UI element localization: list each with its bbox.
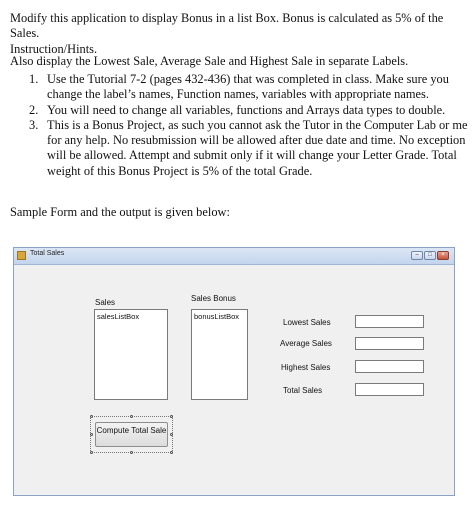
- hint-text: You will need to change all variables, functions and Arrays data types to double.: [47, 102, 446, 117]
- total-sales-label: Total Sales: [283, 386, 323, 395]
- average-sales-output: [355, 337, 424, 350]
- compute-total-sale-button[interactable]: Compute Total Sale: [95, 422, 168, 447]
- minimize-icon[interactable]: –: [411, 251, 423, 260]
- resize-handle[interactable]: [170, 451, 173, 454]
- app-icon: [17, 251, 26, 260]
- instructions-heading: Instruction/Hints.: [10, 42, 98, 56]
- average-sales-label: Average Sales: [280, 339, 332, 348]
- resize-handle[interactable]: [130, 415, 133, 418]
- hint-number: 3.: [29, 117, 39, 132]
- bonus-listbox-text: bonusListBox: [194, 312, 240, 321]
- hint-item: [29, 72, 469, 103]
- resize-handle[interactable]: [170, 415, 173, 418]
- highest-sales-output: [355, 360, 424, 373]
- intro-paragraph: [10, 0, 470, 81]
- hints-list: [29, 72, 469, 179]
- resize-handle[interactable]: [90, 433, 93, 436]
- sales-label: Sales: [95, 298, 116, 307]
- hint-item: [29, 118, 469, 179]
- intro-line-2: Also display the Lowest Sale, Average Sale and Highest Sale in separate Labels.: [10, 53, 409, 68]
- resize-handle[interactable]: [170, 433, 173, 436]
- resize-handle[interactable]: [130, 451, 133, 454]
- hint-number: 1.: [29, 72, 39, 86]
- close-icon[interactable]: ×: [437, 251, 449, 260]
- sales-listbox[interactable]: [94, 309, 168, 400]
- intro-line-1: Modify this application to display Bonus in a list Box. Bonus is calculated as 5% of the Sales.: [10, 11, 444, 41]
- form-title: Total Sales: [30, 250, 65, 257]
- bonus-listbox[interactable]: [191, 309, 248, 400]
- form-titlebar[interactable]: [14, 248, 454, 265]
- total-sales-form: [13, 247, 455, 496]
- hint-item: [29, 103, 469, 118]
- resize-handle[interactable]: [90, 451, 93, 454]
- hint-text: This is a Bonus Project, as such you cannot ask the Tutor in the Computer Lab or me for any help. No resubmission will be allowed after due date and time. No exception will be allowed. Attempt and submit only if it will change your Letter Grade. Total weight of this Bonus Project is 5% of the total Grade.: [47, 117, 468, 178]
- resize-handle[interactable]: [90, 415, 93, 418]
- hint-number: 2.: [29, 102, 39, 117]
- hint-text: Use the Tutorial 7-2 (pages 432-436) that was completed in class. Make sure you change the label’s names, Function names, variables with appropriate names.: [47, 72, 449, 102]
- highest-sales-label: Highest Sales: [281, 363, 331, 372]
- sales-bonus-label: Sales Bonus: [191, 294, 236, 303]
- lowest-sales-label: Lowest Sales: [283, 318, 331, 327]
- total-sales-output: [355, 383, 424, 396]
- sample-heading: Sample Form and the output is given below:: [10, 205, 230, 219]
- sales-listbox-text: salesListBox: [97, 312, 140, 321]
- lowest-sales-output: [355, 315, 424, 328]
- maximize-icon[interactable]: □: [424, 251, 436, 260]
